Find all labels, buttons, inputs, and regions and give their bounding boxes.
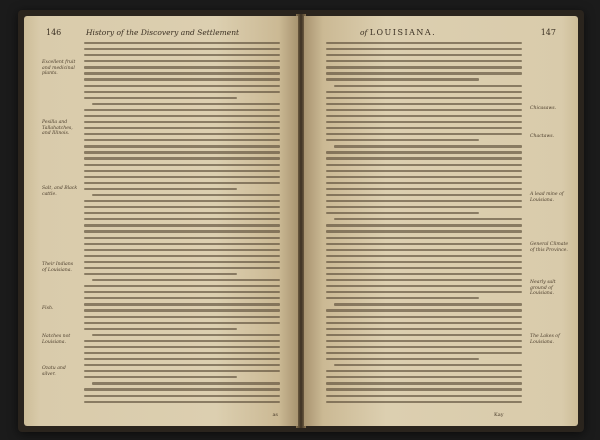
text-line xyxy=(326,267,522,269)
text-line xyxy=(326,291,522,293)
text-line xyxy=(326,182,522,184)
text-line xyxy=(84,109,280,111)
text-line xyxy=(84,309,280,311)
left-page-number: 146 xyxy=(46,28,62,37)
text-line xyxy=(84,164,280,166)
text-line xyxy=(84,273,237,275)
text-line xyxy=(326,78,479,80)
text-line xyxy=(326,370,522,372)
text-line xyxy=(326,334,522,336)
margin-note: General Climate of this Province. xyxy=(530,242,569,253)
text-line xyxy=(84,364,280,366)
text-line xyxy=(326,322,522,324)
text-line xyxy=(84,237,280,239)
text-line xyxy=(84,249,280,251)
text-line xyxy=(326,224,522,226)
text-line xyxy=(84,285,280,287)
text-line xyxy=(326,328,522,330)
text-line xyxy=(84,48,280,50)
text-line xyxy=(84,188,237,190)
open-book xyxy=(18,10,584,432)
text-line xyxy=(326,188,522,190)
text-line xyxy=(326,279,522,281)
text-line xyxy=(84,401,280,403)
text-line xyxy=(84,91,280,93)
text-line xyxy=(326,230,522,232)
text-line xyxy=(84,395,280,397)
margin-note: Pesilla and Tallahatches, and Illinois. xyxy=(42,120,73,137)
text-line xyxy=(84,316,280,318)
margin-note: A lead mine of Louisiana. xyxy=(530,192,564,203)
text-line xyxy=(84,303,280,305)
text-line xyxy=(326,133,522,135)
text-line xyxy=(326,176,522,178)
text-line xyxy=(84,267,280,269)
text-line xyxy=(84,145,280,147)
margin-note: Fish. xyxy=(42,306,54,311)
text-line xyxy=(84,182,280,184)
text-line xyxy=(334,145,522,147)
text-line xyxy=(84,176,280,178)
text-line xyxy=(92,194,280,196)
text-line xyxy=(92,103,280,105)
text-line xyxy=(326,200,522,202)
text-line xyxy=(84,261,280,263)
text-line xyxy=(84,85,280,87)
text-line xyxy=(326,212,479,214)
text-line xyxy=(84,115,280,117)
text-line xyxy=(326,91,522,93)
margin-note: Nearly salt ground of Louisiana. xyxy=(530,280,556,297)
text-line xyxy=(334,364,522,366)
text-line xyxy=(326,97,522,99)
text-line xyxy=(84,218,280,220)
text-line xyxy=(84,206,280,208)
text-line xyxy=(84,322,280,324)
text-line xyxy=(326,243,522,245)
text-line xyxy=(84,291,280,293)
text-line xyxy=(84,255,280,257)
text-line xyxy=(326,395,522,397)
margin-note: Chicasaws. xyxy=(530,106,557,111)
text-line xyxy=(326,352,522,354)
text-line xyxy=(84,352,280,354)
text-line xyxy=(84,346,280,348)
text-line xyxy=(84,328,237,330)
text-line xyxy=(84,133,280,135)
text-line xyxy=(334,85,522,87)
text-line xyxy=(326,164,522,166)
text-line xyxy=(326,72,522,74)
text-line xyxy=(326,42,522,44)
text-line xyxy=(326,194,522,196)
text-line xyxy=(326,151,522,153)
text-line xyxy=(84,72,280,74)
text-line xyxy=(326,237,522,239)
text-line xyxy=(84,121,280,123)
text-line xyxy=(326,121,522,123)
text-line xyxy=(326,60,522,62)
right-catchword: Kay xyxy=(494,412,504,418)
margin-note: Natches not Louisiana. xyxy=(42,334,71,345)
text-line xyxy=(326,170,522,172)
margin-note: Their Indians of Louisiana. xyxy=(42,262,74,273)
left-page xyxy=(24,16,298,426)
text-line xyxy=(326,109,522,111)
text-line xyxy=(326,297,479,299)
text-line xyxy=(326,48,522,50)
text-line xyxy=(84,297,280,299)
text-line xyxy=(326,340,522,342)
left-catchword: as xyxy=(272,412,278,418)
text-line xyxy=(84,358,280,360)
text-line xyxy=(84,97,237,99)
text-line xyxy=(92,279,280,281)
text-line xyxy=(326,358,479,360)
text-line xyxy=(326,255,522,257)
text-line xyxy=(326,376,522,378)
text-line xyxy=(326,401,522,403)
right-page xyxy=(304,16,578,426)
text-line xyxy=(326,285,522,287)
text-line xyxy=(326,206,522,208)
text-line xyxy=(84,127,280,129)
text-line xyxy=(326,127,522,129)
text-line xyxy=(326,273,522,275)
left-page-header: History of the Discovery and Settlement xyxy=(86,28,240,37)
header-prefix: of xyxy=(360,28,368,37)
text-line xyxy=(84,151,280,153)
text-line xyxy=(326,346,522,348)
text-line xyxy=(92,382,280,384)
text-line xyxy=(326,103,522,105)
text-line xyxy=(84,170,280,172)
right-page-header xyxy=(360,28,436,37)
text-line xyxy=(84,78,280,80)
text-line xyxy=(326,54,522,56)
text-line xyxy=(84,243,280,245)
text-line xyxy=(326,139,479,141)
text-line xyxy=(84,66,280,68)
text-line xyxy=(84,157,280,159)
text-line xyxy=(84,230,280,232)
text-line xyxy=(84,212,280,214)
right-body-text xyxy=(326,42,522,412)
text-line xyxy=(326,157,522,159)
text-line xyxy=(326,66,522,68)
right-page-number: 147 xyxy=(540,28,556,37)
text-line xyxy=(84,388,280,390)
header-title: LOUISIANA. xyxy=(369,28,437,37)
text-line xyxy=(334,218,522,220)
left-body-text xyxy=(84,42,280,412)
margin-note: Ozatu and silver. xyxy=(42,366,66,377)
text-line xyxy=(326,309,522,311)
text-line xyxy=(84,200,280,202)
margin-note: Excellent fruit and medicinal plants. xyxy=(42,60,76,77)
text-line xyxy=(84,370,280,372)
text-line xyxy=(326,316,522,318)
text-line xyxy=(326,382,522,384)
text-line xyxy=(326,249,522,251)
text-line xyxy=(84,376,237,378)
text-line xyxy=(84,54,280,56)
text-line xyxy=(84,139,280,141)
text-line xyxy=(84,60,280,62)
text-line xyxy=(84,224,280,226)
margin-note: The Lakes of Louisiana. xyxy=(530,334,560,345)
text-line xyxy=(334,303,522,305)
margin-note: Salt, and Black cattle. xyxy=(42,186,78,197)
text-line xyxy=(326,115,522,117)
text-line xyxy=(84,42,280,44)
margin-note: Chactaws. xyxy=(530,134,555,139)
text-line xyxy=(326,261,522,263)
text-line xyxy=(84,340,280,342)
text-line xyxy=(326,388,522,390)
text-line xyxy=(92,334,280,336)
